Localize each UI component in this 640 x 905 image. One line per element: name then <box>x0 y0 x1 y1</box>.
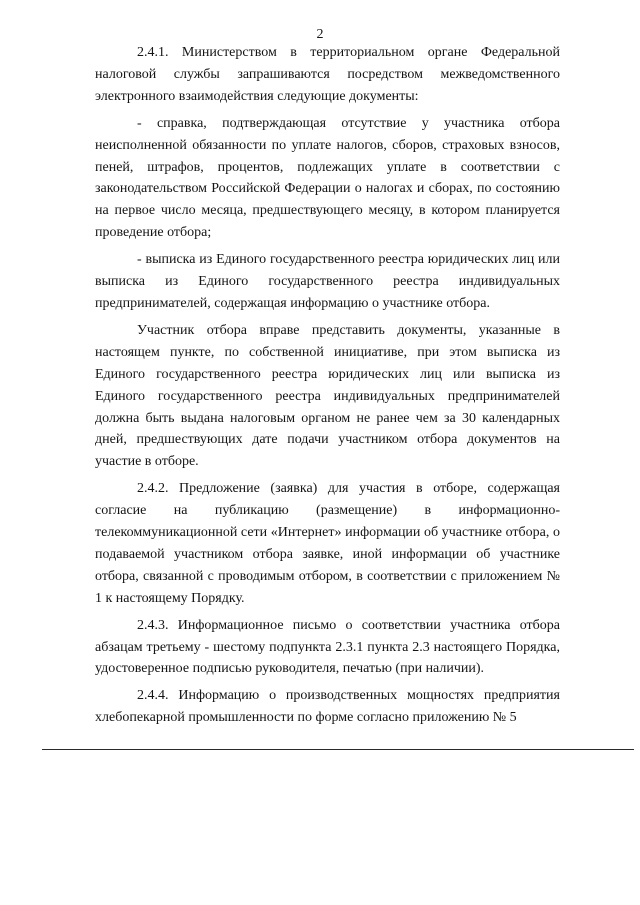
list-item-registry-extract: - выписка из Единого государственного реестра юридических лиц или выписка из Единого государственного реестра индивидуальных предпринимателей, содержащая информацию о участнике отбора. <box>95 252 560 311</box>
paragraph-2-4-3: 2.4.3. Информационное письмо о соответствии участника отбора абзацам третьему - шестому подпункта 2.3.1 пункта 2.3 настоящего Порядка, удостоверенное подписью руководителя, печатью (при наличии). <box>95 617 560 677</box>
paragraph-2-4-1: 2.4.1. Министерством в территориальном органе Федеральной налоговой службы запрашиваются посредством межведомственного электронного взаимодействия следующие документы: <box>95 45 560 104</box>
document-body <box>95 42 560 729</box>
paragraph-2-4-4: 2.4.4. Информацию о производственных мощностях предприятия хлебопекарной промышленности по форме согласно приложению № 5 <box>95 688 560 726</box>
page-number: 2 <box>316 27 324 42</box>
paragraph-2-4-2: 2.4.2. Предложение (заявка) для участия в отборе, содержащая согласие на публикацию (размещение) в информационно-телекоммуникационной сети «Интернет» информации об участнике отбора, о подаваемой участником отбора заявке, иной информации об участнике отбора, связанной с проводимым отбором, в соответствии с приложением № 1 к настоящему Порядку. <box>95 481 560 606</box>
list-item-certificate: - справка, подтверждающая отсутствие у участника отбора неисполненной обязанности по уплате налогов, сборов, страховых взносов, пеней, штрафов, процентов, подлежащих уплате в соответствии с законодательством Российской Федерации о налогах и сборах, по состоянию на первое число месяца, предшествующего месяцу, в котором планируется проведение отбора; <box>95 115 560 241</box>
paragraph-participant-right: Участник отбора вправе представить документы, указанные в настоящем пункте, по собственной инициативе, при этом выписка из Единого государственного реестра юридических лиц или выписка из Единого государственного реестра индивидуальных предпринимателей должна быть выдана налоговым органом не ранее чем за 30 календарных дней, предшествующих дате подачи участником отбора документов на участие в отборе. <box>95 322 560 470</box>
page-divider <box>42 749 634 750</box>
